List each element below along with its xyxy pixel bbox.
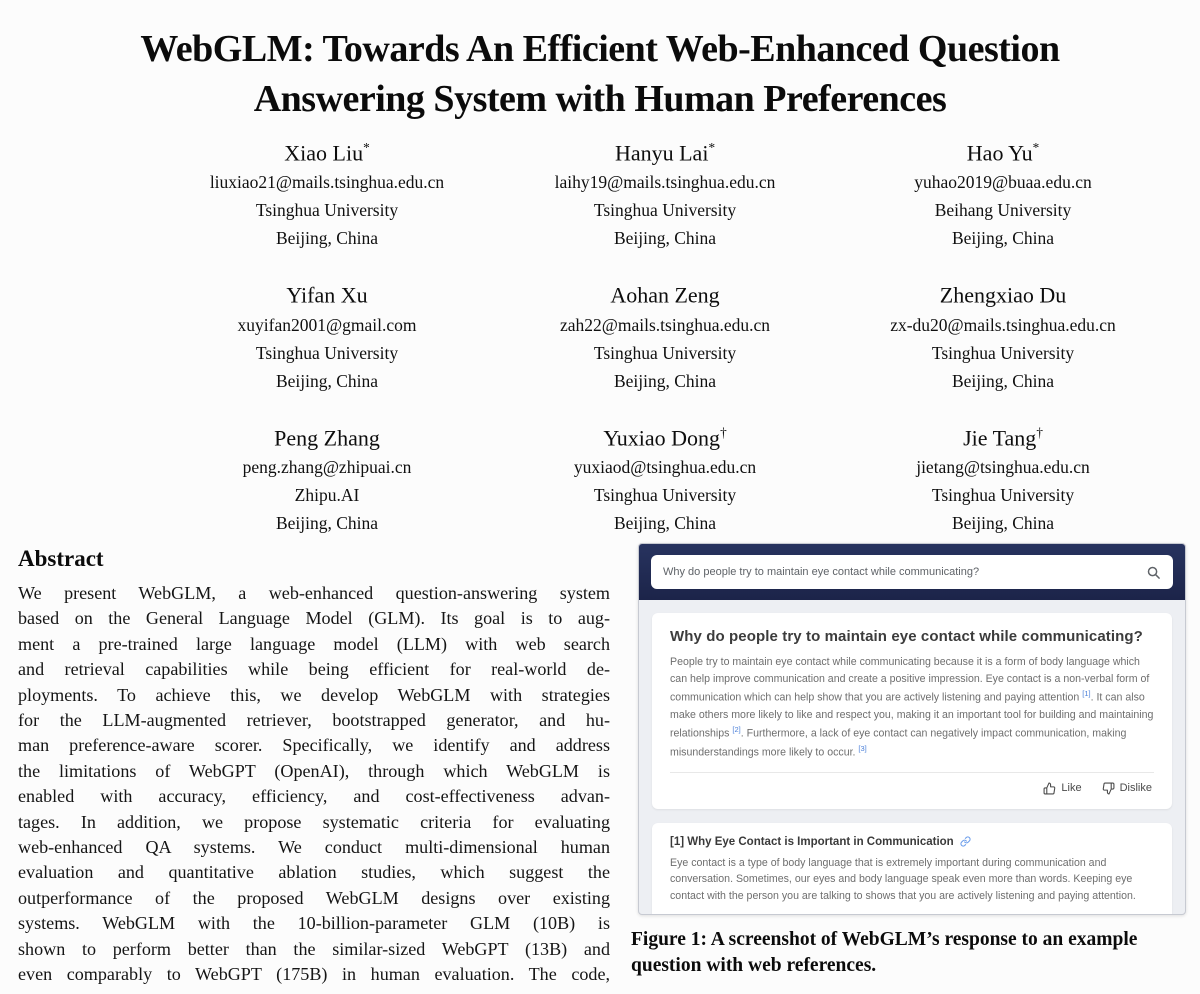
author-affiliation: Tsinghua University bbox=[931, 342, 1075, 363]
author-block bbox=[496, 417, 834, 537]
author-affiliation: Tsinghua University bbox=[931, 484, 1075, 505]
like-label: Like bbox=[1061, 782, 1082, 795]
author-name: Jie Tang bbox=[963, 424, 1037, 450]
answer-question-title: Why do people try to maintain eye contact while communicating? bbox=[670, 628, 1143, 645]
reference-title-1[interactable] bbox=[670, 836, 1154, 848]
abstract-line: for the LLM-augmented retriever, bootstrapped generator, and hu- bbox=[18, 710, 610, 731]
abstract-line: web-enhanced QA systems. We conduct multi-dimensional human bbox=[18, 837, 610, 858]
author-city: Beijing, China bbox=[951, 512, 1055, 533]
search-query-text: Why do people try to maintain eye contact while communicating? bbox=[663, 566, 980, 578]
authors-grid bbox=[158, 132, 1172, 537]
abstract-line: ment a pre-trained large language model (LLM) with web search bbox=[18, 633, 610, 654]
author-name: Peng Zhang bbox=[274, 424, 380, 450]
author-name: Yifan Xu bbox=[286, 282, 368, 308]
dislike-button[interactable] bbox=[1102, 782, 1152, 795]
thumbs-up-icon bbox=[1043, 782, 1056, 795]
author-block bbox=[834, 274, 1172, 394]
author-affiliation: Tsinghua University bbox=[593, 200, 737, 221]
abstract-line: enabled with accuracy, efficiency, and cost-effectiveness advan- bbox=[18, 786, 610, 807]
author-email: zx-du20@mails.tsinghua.edu.cn bbox=[890, 314, 1116, 335]
citation-link-3[interactable]: [3] bbox=[858, 743, 867, 753]
author-name: Hanyu Lai bbox=[614, 140, 709, 166]
author-block bbox=[834, 417, 1172, 537]
author-city: Beijing, China bbox=[275, 512, 379, 533]
dislike-label: Dislike bbox=[1119, 782, 1152, 795]
like-button[interactable] bbox=[1043, 782, 1081, 795]
author-city: Beijing, China bbox=[613, 370, 717, 391]
link-icon[interactable] bbox=[960, 836, 971, 847]
abstract-line: shown to perform better than the similar-sized WebGPT (13B) and bbox=[18, 938, 610, 959]
author-affiliation: Zhipu.AI bbox=[294, 484, 360, 505]
author-footnote-mark: * bbox=[708, 140, 716, 155]
paper-title-line2: Answering System with Human Preferences bbox=[253, 78, 947, 120]
author-email: zah22@mails.tsinghua.edu.cn bbox=[559, 314, 771, 335]
author-name: Yuxiao Dong bbox=[603, 424, 721, 450]
citation-link-2[interactable]: [2] bbox=[732, 725, 741, 735]
abstract-line: based on the General Language Model (GLM). Its goal is to aug- bbox=[18, 608, 610, 629]
author-affiliation: Tsinghua University bbox=[255, 342, 399, 363]
author-block bbox=[496, 132, 834, 252]
author-city: Beijing, China bbox=[951, 370, 1055, 391]
author-city: Beijing, China bbox=[951, 228, 1055, 249]
reference-title-text: [1] Why Eye Contact is Important in Communication bbox=[670, 835, 954, 848]
author-affiliation: Tsinghua University bbox=[255, 200, 399, 221]
figure-webglm-screenshot bbox=[638, 543, 1186, 915]
author-block bbox=[158, 274, 496, 394]
reference-body-1: Eye contact is a type of body language that is extremely important during communication and conversation. Sometimes, our eyes and body language speak even more than words. Keeping eye contact with the person you are talking to shows that you are actively listening and paying attention. bbox=[670, 856, 1136, 902]
author-city: Beijing, China bbox=[275, 370, 379, 391]
feedback-row bbox=[670, 773, 1154, 803]
author-name: Hao Yu bbox=[966, 140, 1033, 166]
author-email: liuxiao21@mails.tsinghua.edu.cn bbox=[209, 172, 445, 193]
answer-text bbox=[670, 654, 1154, 762]
webglm-header-bar bbox=[639, 544, 1185, 600]
abstract-heading: Abstract bbox=[18, 546, 104, 571]
answer-segment: People try to maintain eye contact while communicating because it is a form of body language which can help improve communication and create a positive impression. Eye contact is a non-verbal form of communication which can help show that you are actively listening and paying attention bbox=[670, 656, 1150, 704]
author-city: Beijing, China bbox=[275, 228, 379, 249]
figure-caption: Figure 1: A screenshot of WebGLM’s response to an example question with web references. bbox=[631, 929, 1138, 976]
citation-link-1[interactable]: [1] bbox=[1082, 689, 1091, 699]
abstract-section bbox=[18, 546, 610, 988]
answer-segment: . It can also make others more likely to like and respect you, making it an important tool for building and maintaining relationships bbox=[670, 691, 1154, 740]
author-footnote-mark: * bbox=[363, 140, 370, 155]
author-email: laihy19@mails.tsinghua.edu.cn bbox=[554, 172, 776, 193]
references-card bbox=[652, 823, 1172, 915]
author-email: yuhao2019@buaa.edu.cn bbox=[914, 172, 1092, 193]
paper-title-line1: WebGLM: Towards An Efficient Web-Enhanced Question bbox=[140, 28, 1060, 70]
abstract-line: tages. In addition, we propose systematic criteria for evaluating bbox=[18, 811, 610, 832]
abstract-line: and retrieval capabilities while being efficient for real-world de- bbox=[18, 659, 610, 680]
abstract-line: We present WebGLM, a web-enhanced question-answering system bbox=[18, 583, 610, 603]
abstract-line: man preference-aware scorer. Specifically, we identify and address bbox=[18, 735, 610, 756]
author-footnote-mark: † bbox=[1036, 424, 1043, 440]
abstract-line: even comparably to WebGPT (175B) in human evaluation. The code, bbox=[18, 964, 610, 985]
author-affiliation: Tsinghua University bbox=[593, 342, 737, 363]
author-affiliation: Beihang University bbox=[934, 200, 1072, 221]
author-affiliation: Tsinghua University bbox=[593, 484, 737, 505]
thumbs-down-icon bbox=[1102, 782, 1115, 795]
author-name: Aohan Zeng bbox=[610, 282, 720, 308]
author-city: Beijing, China bbox=[613, 228, 717, 249]
abstract-body bbox=[18, 581, 610, 988]
abstract-line: the limitations of WebGPT (OpenAI), through which WebGLM is bbox=[18, 760, 610, 781]
webglm-body bbox=[639, 600, 1185, 915]
abstract-line: systems. WebGLM with the 10-billion-parameter GLM (10B) is bbox=[18, 913, 610, 934]
answer-card bbox=[652, 613, 1172, 809]
author-block bbox=[158, 417, 496, 537]
author-block bbox=[496, 274, 834, 394]
author-block bbox=[834, 132, 1172, 252]
paper-title bbox=[0, 24, 1200, 124]
author-email: jietang@tsinghua.edu.cn bbox=[916, 456, 1090, 477]
author-city: Beijing, China bbox=[613, 512, 717, 533]
author-footnote-mark: † bbox=[720, 424, 727, 440]
author-email: peng.zhang@zhipuai.cn bbox=[242, 456, 412, 477]
search-input[interactable] bbox=[651, 555, 1173, 589]
author-footnote-mark: * bbox=[1032, 140, 1040, 155]
author-email: xuyifan2001@gmail.com bbox=[237, 314, 417, 335]
abstract-line: outperformance of the proposed WebGLM designs over existing bbox=[18, 887, 610, 908]
author-name: Zhengxiao Du bbox=[939, 282, 1067, 308]
search-icon[interactable] bbox=[1146, 565, 1161, 580]
author-email: yuxiaod@tsinghua.edu.cn bbox=[573, 456, 757, 477]
answer-segment: . Furthermore, a lack of eye contact can negatively impact communication, making misunderstandings more likely to occur. bbox=[670, 727, 1127, 759]
abstract-line: ployments. To achieve this, we develop WebGLM with strategies bbox=[18, 684, 610, 705]
abstract-line: evaluation and quantitative ablation studies, which suggest the bbox=[18, 862, 610, 883]
author-block bbox=[158, 132, 496, 252]
author-name: Xiao Liu bbox=[284, 140, 364, 166]
